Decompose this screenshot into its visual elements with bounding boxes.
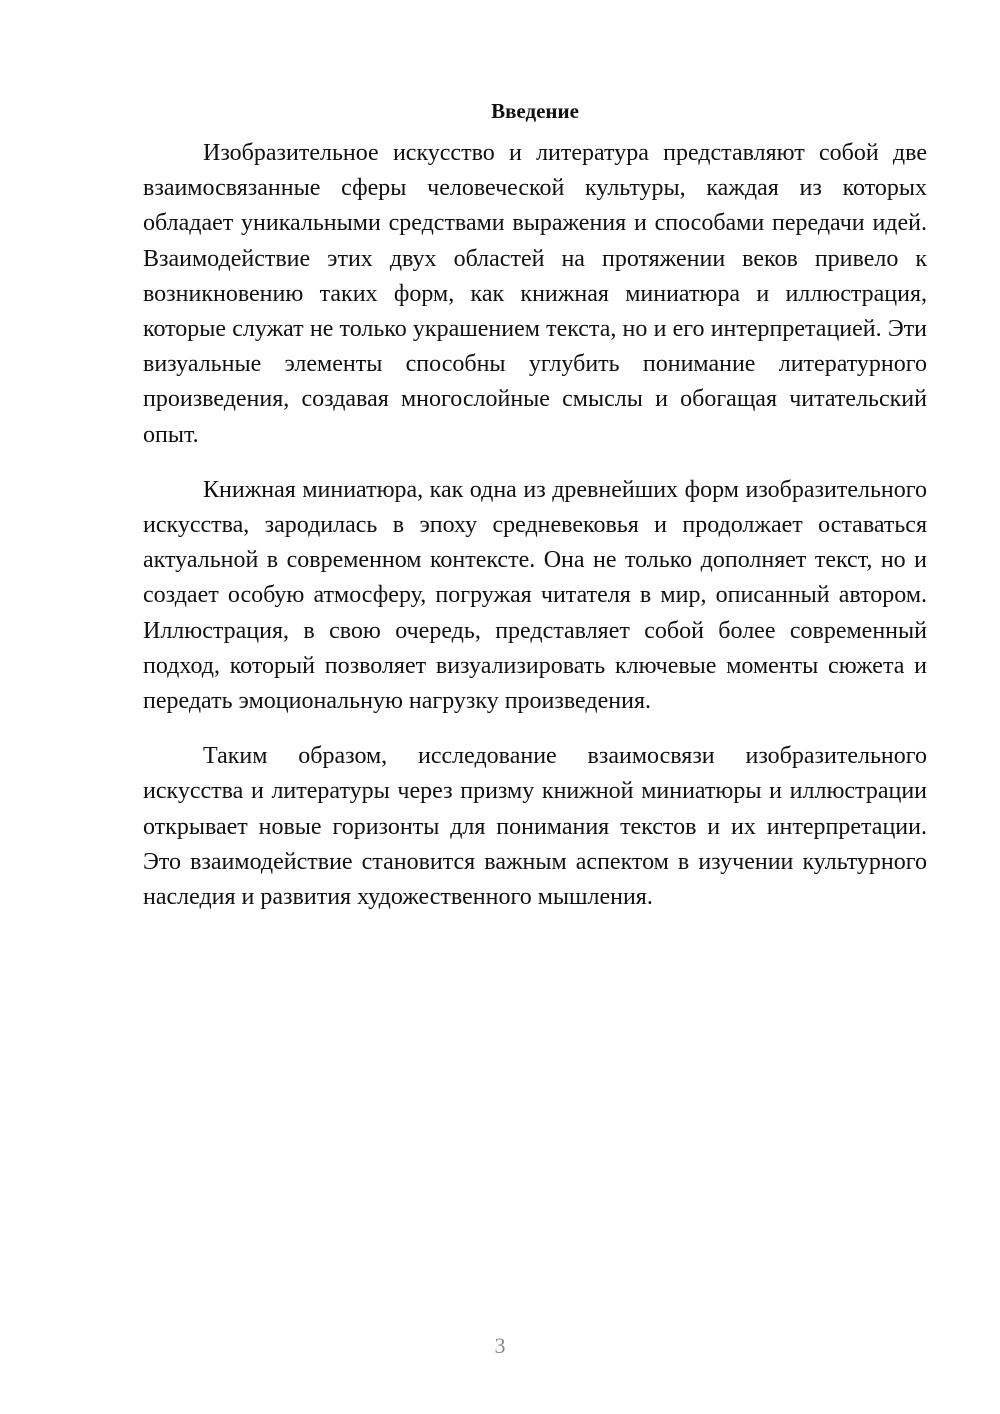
paragraph-3: Таким образом, исследование взаимосвязи изобразительного искусства и литературы через призму книжной миниатюры и иллюстрации открывает новые горизонты для понимания текстов и их интерпретации. Это взаимодействие становится важным аспектом в изучении культурного наследия и развития художественного мышления. [143,743,927,911]
paragraph-2: Книжная миниатюра, как одна из древнейших форм изобразительного искусства, зародилась в эпоху средневековья и продолжает оставаться актуальной в современном контексте. Она не только дополняет текст, но и создает особую атмосферу, погружая читателя в мир, описанный автором. Иллюстрация, в свою очередь, представляет собой более современный подход, который позволяет визуализировать ключевые моменты сюжета и передать эмоциональную нагрузку произведения. [143,476,927,715]
page-number: 3 [494,1333,506,1358]
paragraph-1: Изобразительное искусство и литература представляют собой две взаимосвязанные сферы человеческой культуры, каждая из которых обладает уникальными средствами выражения и способами передачи идей. Взаимодействие этих двух областей на протяжении веков привело к возникновению таких форм, как книжная миниатюра и иллюстрация, которые служат не только украшением текста, но и его интерпретацией. Эти визуальные элементы способны углубить понимание литературного произведения, создавая многослойные смыслы и обогащая читательский опыт. [143,140,927,448]
section-title: Введение [491,99,579,123]
page-content [143,94,927,915]
